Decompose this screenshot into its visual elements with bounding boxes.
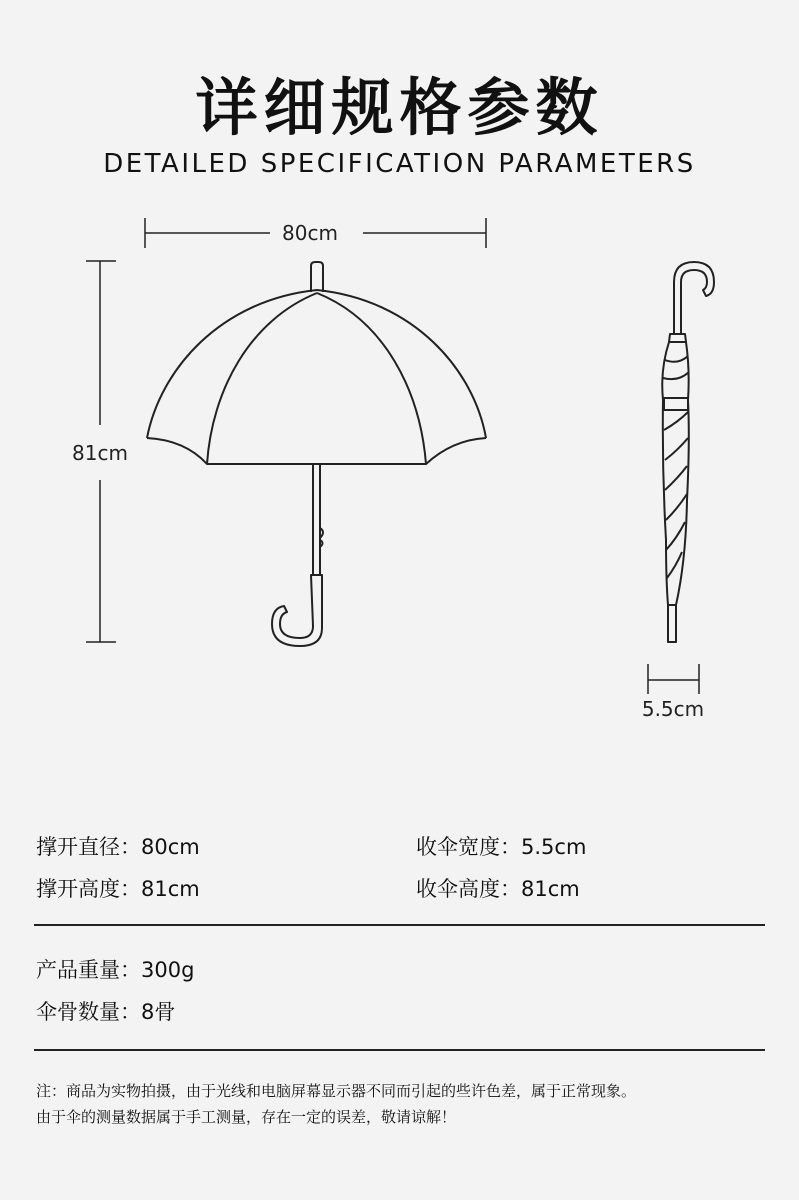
spec-ribs: 伞骨数量：8骨 xyxy=(36,1000,176,1024)
open-height-label: 81cm xyxy=(72,441,128,465)
disclaimer-note: 由于伞的测量数据属于手工测量，存在一定的误差，敬请谅解！ xyxy=(36,1108,457,1126)
page-title: 详细规格参数 xyxy=(195,71,604,144)
spec-closed-width: 收伞宽度：5.5cm xyxy=(416,835,587,859)
page-subtitle: DETAILED SPECIFICATION PARAMETERS xyxy=(103,149,696,179)
spec-open-height: 撑开高度：81cm xyxy=(36,877,200,901)
spec-weight: 产品重量：300g xyxy=(36,958,195,982)
closed-width-label: 5.5cm xyxy=(641,697,705,721)
closed-umbrella-illustration xyxy=(662,262,714,642)
disclaimer-note: 注：商品为实物拍摄，由于光线和电脑屏幕显示器不同而引起的些许色差，属于正常现象。 xyxy=(36,1082,637,1100)
divider xyxy=(34,924,765,926)
open-umbrella-illustration xyxy=(147,262,486,646)
spec-open-diameter: 撑开直径：80cm xyxy=(36,835,200,859)
spec-closed-height: 收伞高度：81cm xyxy=(416,877,580,901)
open-width-label: 80cm xyxy=(282,221,338,245)
divider xyxy=(34,1049,765,1051)
closed-width-dimension xyxy=(648,664,699,694)
